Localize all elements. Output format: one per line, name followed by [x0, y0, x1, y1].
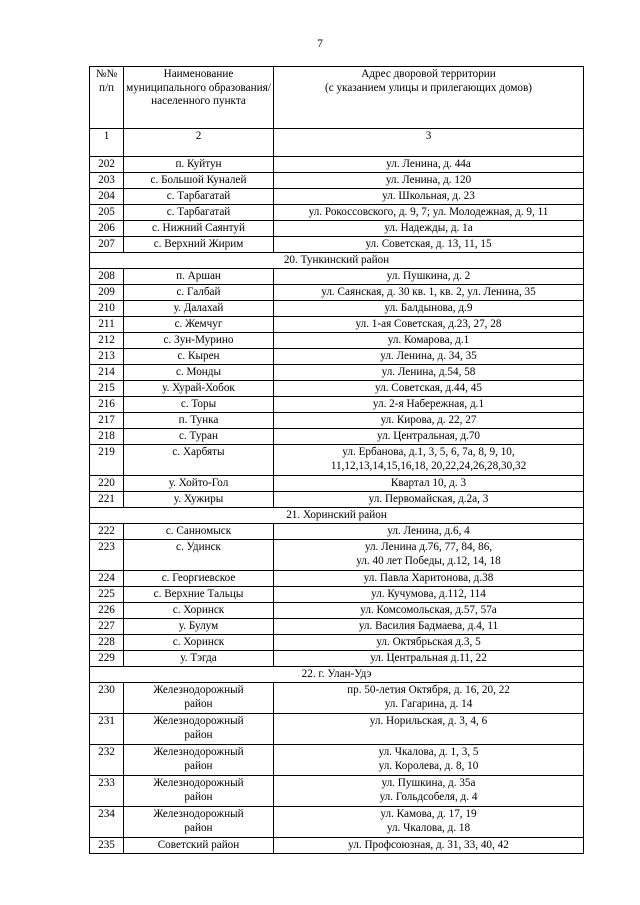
municipality-line: район: [184, 729, 213, 741]
table-row: [90, 571, 584, 587]
municipality-line: Железнодорожный: [153, 746, 244, 758]
municipality-cell: с. Хоринск: [124, 603, 274, 619]
municipality-line: с. Харбяты: [172, 446, 225, 458]
municipality-cell: с. Санномыск: [124, 524, 274, 540]
row-number: 224: [90, 571, 124, 587]
table-row: [90, 157, 584, 173]
row-number: 218: [90, 429, 124, 445]
row-number: 228: [90, 635, 124, 651]
municipality-cell: у. Тэгда: [124, 651, 274, 667]
page-number: 7: [317, 38, 323, 50]
row-number: 207: [90, 237, 124, 253]
municipality-cell: п. Тунка: [124, 413, 274, 429]
table-row: [90, 714, 584, 745]
address-cell: ул. Рокоссовского, д. 9, 7; ул. Молодежная, д. 9, 11: [274, 205, 584, 221]
address-cell: Квартал 10, д. 3: [274, 476, 584, 492]
municipality-line: район: [184, 822, 213, 834]
municipality-cell: с. Хоринск: [124, 635, 274, 651]
municipality-cell: п. Куйтун: [124, 157, 274, 173]
table-row: [90, 397, 584, 413]
municipality-cell: с. Тарбагатай: [124, 205, 274, 221]
row-number: 211: [90, 317, 124, 333]
municipality-cell: с. Кырен: [124, 349, 274, 365]
row-number: 216: [90, 397, 124, 413]
table-row: [90, 189, 584, 205]
municipality-line: район: [184, 760, 213, 772]
municipality-cell: [124, 445, 274, 476]
address-cell: ул. Профсоюзная, д. 31, 33, 40, 42: [274, 838, 584, 854]
row-number: 205: [90, 205, 124, 221]
address-cell: ул. Советская, д.44, 45: [274, 381, 584, 397]
row-number: 209: [90, 285, 124, 301]
municipality-cell: у. Далахай: [124, 301, 274, 317]
address-cell: ул. Балдынова, д.9: [274, 301, 584, 317]
table-row: [90, 285, 584, 301]
row-number: 225: [90, 587, 124, 603]
table-row: [90, 381, 584, 397]
address-line: ул. Чкалова, д. 18: [386, 822, 471, 834]
row-number: 233: [90, 776, 124, 807]
row-number: 222: [90, 524, 124, 540]
table-row: [90, 269, 584, 285]
table-row: [90, 301, 584, 317]
address-line: ул. Гольдсобеля, д. 4: [379, 791, 478, 803]
address-line: ул. Ербанова, д.1, 3, 5, 6, 7а, 8, 9, 10,: [342, 446, 515, 458]
address-cell: ул. Надежды, д. 1а: [274, 221, 584, 237]
municipality-cell: с. Большой Куналей: [124, 173, 274, 189]
row-number: 230: [90, 683, 124, 714]
table-row: [90, 776, 584, 807]
municipality-cell: у. Хойто-Гол: [124, 476, 274, 492]
address-cell: [274, 540, 584, 571]
row-number: 206: [90, 221, 124, 237]
address-cell: ул. Саянская, д. 30 кв. 1, кв. 2, ул. Ленина, 35: [274, 285, 584, 301]
table-row: [90, 524, 584, 540]
table-row: [90, 333, 584, 349]
table-row: [90, 635, 584, 651]
address-cell: [274, 714, 584, 745]
address-cell: ул. Кучумова, д.112, 114: [274, 587, 584, 603]
table-row: [90, 429, 584, 445]
row-number: 204: [90, 189, 124, 205]
courtyard-address-table: [89, 66, 584, 854]
address-cell: ул. Пушкина, д. 2: [274, 269, 584, 285]
column-number-row: [90, 129, 584, 157]
address-cell: [274, 745, 584, 776]
column-number-3: 3: [274, 129, 584, 157]
municipality-cell: с. Зун-Мурино: [124, 333, 274, 349]
table-row: [90, 807, 584, 838]
header-address-line1: Адрес дворовой территории: [361, 68, 496, 80]
address-cell: ул. Центральная, д.70: [274, 429, 584, 445]
municipality-cell: [124, 714, 274, 745]
address-cell: ул. Ленина, д. 34, 35: [274, 349, 584, 365]
table-row: [90, 349, 584, 365]
municipality-cell: п. Аршан: [124, 269, 274, 285]
municipality-line: район: [184, 698, 213, 710]
row-number: 226: [90, 603, 124, 619]
table-row: [90, 587, 584, 603]
table-row: [90, 205, 584, 221]
municipality-cell: с. Туран: [124, 429, 274, 445]
column-number-2: 2: [124, 129, 274, 157]
municipality-cell: с. Жемчуг: [124, 317, 274, 333]
municipality-cell: с. Верхний Жирим: [124, 237, 274, 253]
row-number: 227: [90, 619, 124, 635]
table-row: [90, 540, 584, 571]
address-line: ул. 40 лет Победы, д.12, 14, 18: [356, 555, 501, 567]
municipality-cell: [124, 776, 274, 807]
municipality-cell: у. Булум: [124, 619, 274, 635]
row-number: 223: [90, 540, 124, 571]
municipality-cell: с. Монды: [124, 365, 274, 381]
table-row: [90, 365, 584, 381]
header-number: №№ п/п: [90, 67, 124, 129]
municipality-line: Железнодорожный: [153, 684, 244, 696]
table-row: [90, 476, 584, 492]
row-number: 213: [90, 349, 124, 365]
table-row: [90, 173, 584, 189]
address-cell: ул. Ленина, д. 44а: [274, 157, 584, 173]
section-row: [90, 508, 584, 524]
address-line: 11,12,13,14,15,16,18, 20,22,24,26,28,30,32: [330, 460, 527, 472]
table-row: [90, 683, 584, 714]
address-cell: ул. 1-ая Советская, д.23, 27, 28: [274, 317, 584, 333]
address-cell: ул. Первомайская, д.2а, 3: [274, 492, 584, 508]
table-row: [90, 745, 584, 776]
municipality-cell: у. Хурай-Хобок: [124, 381, 274, 397]
municipality-line: Железнодорожный: [153, 715, 244, 727]
municipality-line: с. Удинск: [176, 541, 221, 553]
address-cell: ул. Октябрьская д.3, 5: [274, 635, 584, 651]
municipality-cell: с. Нижний Саянтуй: [124, 221, 274, 237]
address-cell: ул. Комсомольская, д.57, 57а: [274, 603, 584, 619]
row-number: 229: [90, 651, 124, 667]
section-title: 20. Тункинский район: [90, 253, 584, 269]
header-municipality: Наименование муниципального образования/населенного пункта: [124, 67, 274, 129]
table-row: [90, 413, 584, 429]
address-cell: ул. Советская, д. 13, 11, 15: [274, 237, 584, 253]
table-row: [90, 221, 584, 237]
row-number: 217: [90, 413, 124, 429]
column-number-1: 1: [90, 129, 124, 157]
table-row: [90, 317, 584, 333]
row-number: 208: [90, 269, 124, 285]
address-cell: ул. 2-я Набережная, д.1: [274, 397, 584, 413]
address-cell: ул. Комарова, д.1: [274, 333, 584, 349]
row-number: 231: [90, 714, 124, 745]
row-number: 212: [90, 333, 124, 349]
row-number: 215: [90, 381, 124, 397]
municipality-cell: [124, 807, 274, 838]
municipality-cell: Советский район: [124, 838, 274, 854]
row-number: 232: [90, 745, 124, 776]
address-cell: ул. Центральная д.11, 22: [274, 651, 584, 667]
table-row: [90, 651, 584, 667]
table-row: [90, 237, 584, 253]
address-cell: ул. Ленина, д.54, 58: [274, 365, 584, 381]
row-number: 234: [90, 807, 124, 838]
municipality-line: Железнодорожный: [153, 808, 244, 820]
address-line: ул. Камова, д. 17, 19: [380, 808, 477, 820]
table-row: [90, 838, 584, 854]
row-number: 219: [90, 445, 124, 476]
address-cell: ул. Василия Бадмаева, д.4, 11: [274, 619, 584, 635]
municipality-line: Железнодорожный: [153, 777, 244, 789]
row-number: 210: [90, 301, 124, 317]
row-number: 220: [90, 476, 124, 492]
address-line: ул. Чкалова, д. 1, 3, 5: [378, 746, 479, 758]
section-title: 22. г. Улан-Удэ: [90, 667, 584, 683]
header-address: [274, 67, 584, 129]
address-cell: [274, 776, 584, 807]
municipality-cell: [124, 745, 274, 776]
section-row: [90, 667, 584, 683]
row-number: 235: [90, 838, 124, 854]
address-cell: ул. Кирова, д. 22, 27: [274, 413, 584, 429]
address-line: ул. Ленина д.76, 77, 84, 86,: [364, 541, 493, 553]
municipality-cell: у. Хужиры: [124, 492, 274, 508]
table-row: [90, 619, 584, 635]
address-cell: [274, 807, 584, 838]
address-line: ул. Гагарина, д. 14: [384, 698, 473, 710]
address-line: ул. Королева, д. 8, 10: [378, 760, 479, 772]
address-cell: ул. Школьная, д. 23: [274, 189, 584, 205]
municipality-cell: [124, 683, 274, 714]
row-number: 214: [90, 365, 124, 381]
address-cell: [274, 445, 584, 476]
table-row: [90, 492, 584, 508]
address-cell: ул. Ленина, д.6, 4: [274, 524, 584, 540]
table-row: [90, 445, 584, 476]
section-title: 21. Хоринский район: [90, 508, 584, 524]
municipality-cell: с. Тарбагатай: [124, 189, 274, 205]
table-header-row: [90, 67, 584, 129]
row-number: 221: [90, 492, 124, 508]
municipality-cell: с. Торы: [124, 397, 274, 413]
row-number: 203: [90, 173, 124, 189]
table-row: [90, 603, 584, 619]
municipality-cell: с. Георгиевское: [124, 571, 274, 587]
municipality-cell: с. Галбай: [124, 285, 274, 301]
address-line: ул. Норильская, д. 3, 4, 6: [369, 715, 488, 727]
address-line: пр. 50-летия Октября, д. 16, 20, 22: [347, 684, 510, 696]
header-address-line2: (с указанием улицы и прилегающих домов): [324, 81, 533, 94]
address-cell: [274, 683, 584, 714]
municipality-cell: с. Верхние Тальцы: [124, 587, 274, 603]
address-line: ул. Пушкина, д. 35а: [381, 777, 476, 789]
section-row: [90, 253, 584, 269]
municipality-line: район: [184, 791, 213, 803]
address-cell: ул. Павла Харитонова, д.38: [274, 571, 584, 587]
row-number: 202: [90, 157, 124, 173]
address-cell: ул. Ленина, д. 120: [274, 173, 584, 189]
municipality-cell: [124, 540, 274, 571]
